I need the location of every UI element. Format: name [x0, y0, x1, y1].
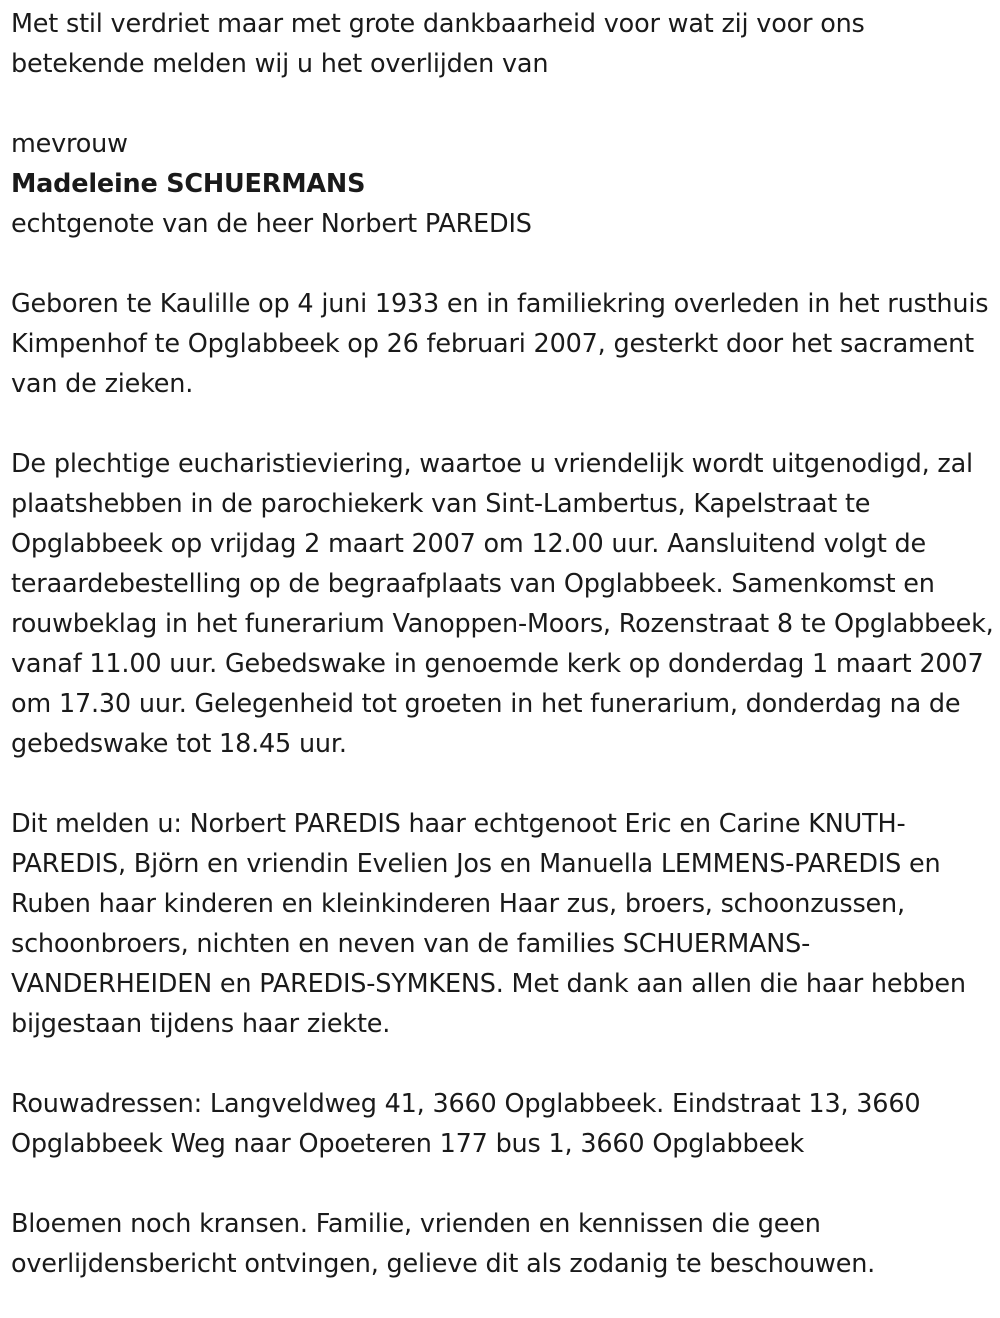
closing-paragraph: Bloemen noch kransen. Familie, vrienden en kennissen die geen overlijdensbericht ontvingen, gelieve dit als zodanig te beschouwen. [11, 1209, 876, 1279]
ceremony-paragraph: De plechtige eucharistieviering, waartoe u vriendelijk wordt uitgenodigd, zal plaatshebben in de parochiekerk van Sint-Lambertus, Kapelstraat te Opglabbeek op vrijdag 2 maart 2007 om 12.00 uur. Aansluitend volgt de teraardebestelling op de begraafplaats van Opglabbeek. Samenkomst en rouwbeklag in het funerarium Vanoppen-Moors, Rozenstraat 8 te Opglabbeek, vanaf 11.00 uur. Gebedswake in genoemde kerk op donderdag 1 maart 2007 om 17.30 uur. Gelegenheid tot groeten in het funerarium, donderdag na de gebedswake tot 18.45 uur. [11, 449, 994, 759]
spacer [11, 1044, 996, 1084]
deceased-name: Madeleine SCHUERMANS [11, 169, 366, 199]
spacer [11, 404, 996, 444]
spacer [11, 1164, 996, 1204]
obituary-notice [11, 4, 996, 1284]
addresses-paragraph: Rouwadressen: Langveldweg 41, 3660 Opglabbeek. Eindstraat 13, 3660 Opglabbeek Weg naar Opoeteren 177 bus 1, 3660 Opglabbeek [11, 1089, 921, 1159]
honorific: mevrouw [11, 129, 128, 159]
family-paragraph: Dit melden u: Norbert PAREDIS haar echtgenoot Eric en Carine KNUTH-PAREDIS, Björn en vriendin Evelien Jos en Manuella LEMMENS-PAREDIS en Ruben haar kinderen en kleinkinderen Haar zus, broers, schoonzussen, schoonbroers, nichten en neven van de families SCHUERMANS-VANDERHEIDEN en PAREDIS-SYMKENS. Met dank aan allen die haar hebben bijgestaan tijdens haar ziekte. [11, 809, 966, 1039]
birth-death-paragraph: Geboren te Kaulille op 4 juni 1933 en in familiekring overleden in het rusthuis Kimpenhof te Opglabbeek op 26 februari 2007, gesterkt door het sacrament van de zieken. [11, 289, 989, 399]
spouse-line: echtgenote van de heer Norbert PAREDIS [11, 209, 532, 239]
spacer [11, 244, 996, 284]
intro-paragraph: Met stil verdriet maar met grote dankbaarheid voor wat zij voor ons betekende melden wij u het overlijden van [11, 9, 865, 79]
spacer [11, 84, 996, 124]
spacer [11, 764, 996, 804]
